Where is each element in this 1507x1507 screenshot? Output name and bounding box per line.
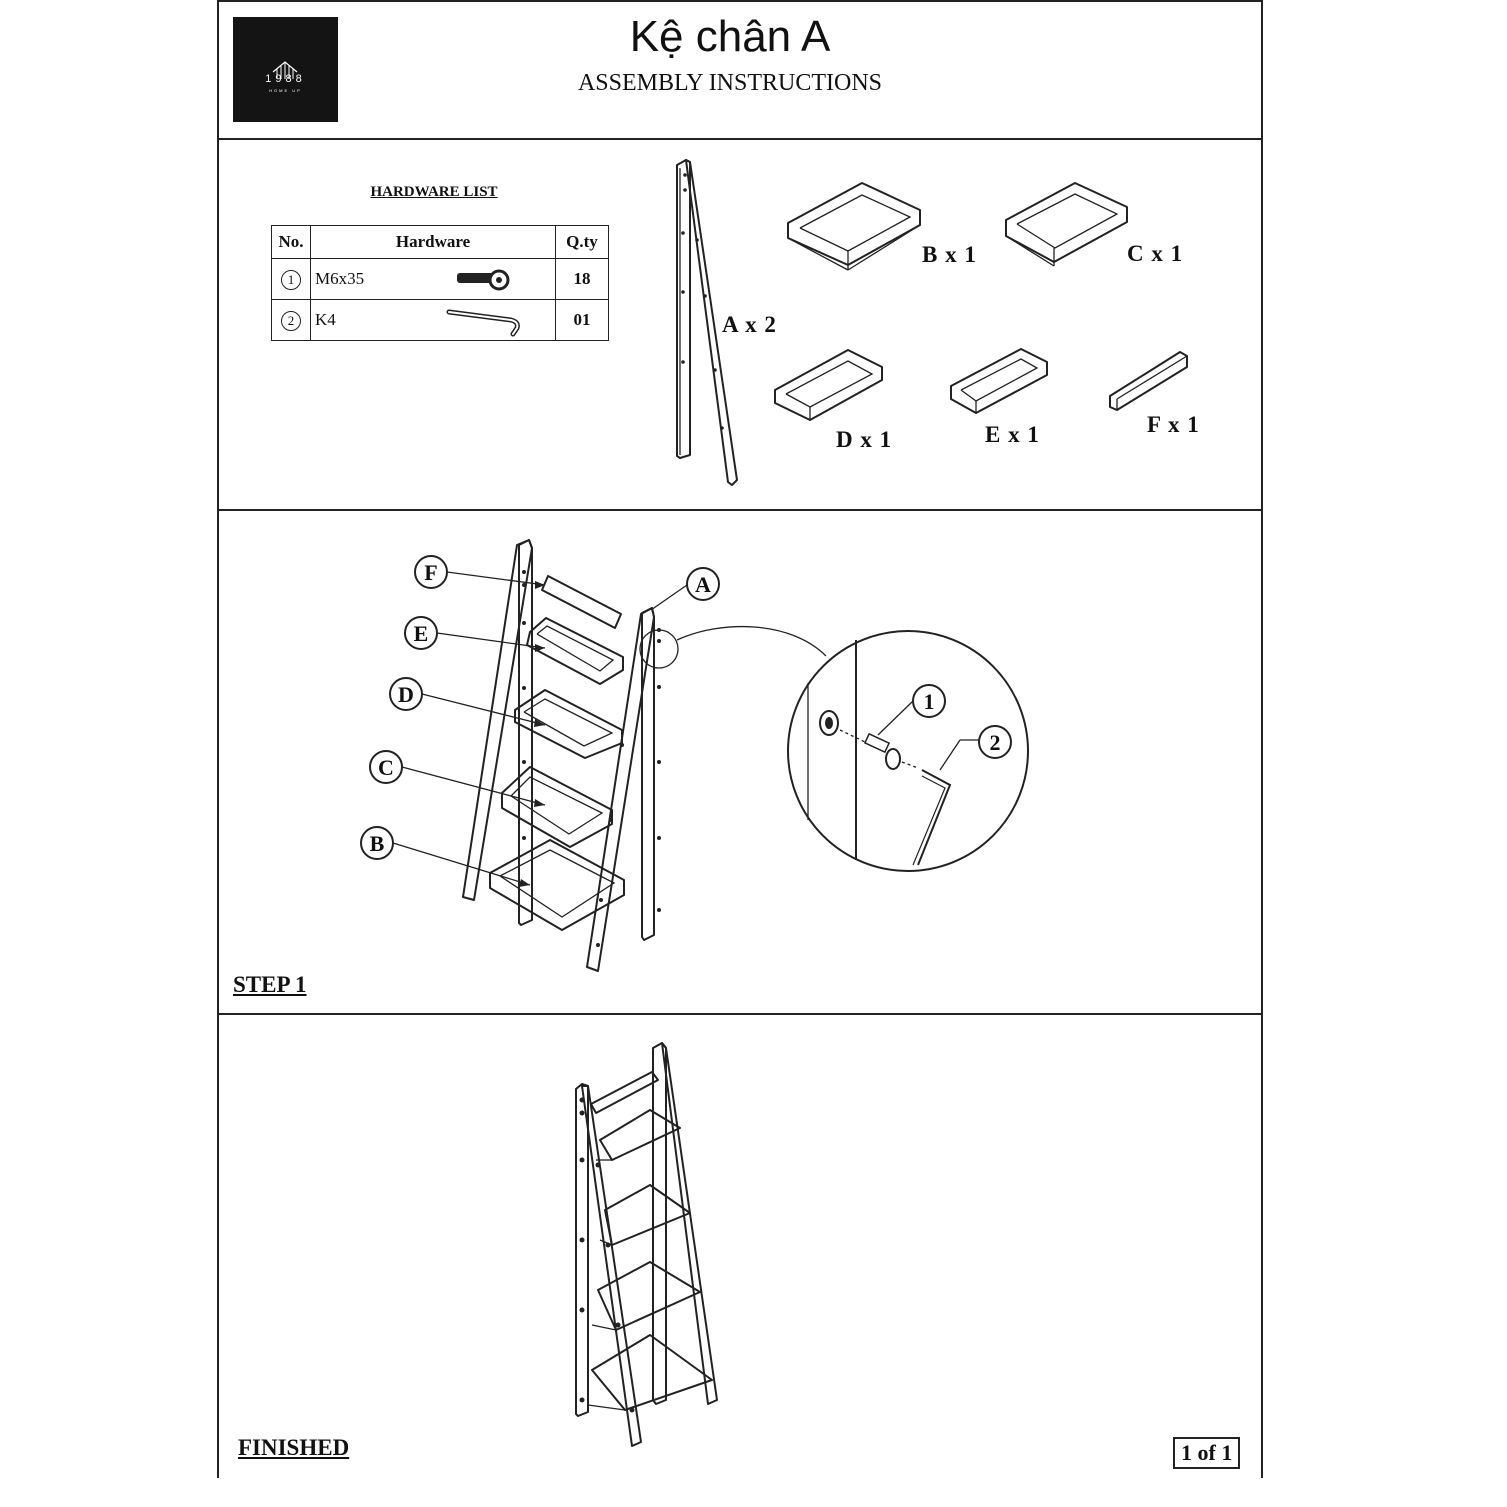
finished-label: FINISHED: [238, 1435, 350, 1460]
col-header-hardware: Hardware: [311, 226, 556, 259]
hardware-qty: 18: [556, 259, 609, 300]
part-a-label: A x 2: [722, 312, 777, 337]
hardware-name: K4: [315, 310, 336, 329]
hardware-qty: 01: [556, 300, 609, 341]
page-subtitle: ASSEMBLY INSTRUCTIONS: [577, 70, 883, 96]
callout-d: D: [398, 682, 414, 707]
page-number: 1 of 1: [1173, 1437, 1240, 1469]
row-number: 1: [281, 270, 301, 290]
logo-number: 1988: [265, 73, 306, 85]
callout-f: F: [424, 560, 438, 585]
callout-1: 1: [923, 689, 935, 714]
callout-b: B: [369, 831, 385, 856]
callout-c: C: [378, 755, 394, 780]
part-c-label: C x 1: [1127, 241, 1184, 266]
hardware-list-title: HARDWARE LIST: [370, 184, 498, 200]
step1-label: STEP 1: [233, 972, 307, 997]
callout-a: A: [695, 572, 711, 597]
part-e-label: E x 1: [985, 422, 1040, 447]
part-d-label: D x 1: [836, 427, 893, 452]
row-number: 2: [281, 311, 301, 331]
hardware-name: M6x35: [315, 269, 365, 288]
col-header-no: No.: [272, 226, 311, 259]
col-header-qty: Q.ty: [556, 226, 609, 259]
part-f-label: F x 1: [1147, 412, 1200, 437]
callout-2: 2: [989, 730, 1001, 755]
page-title: Kệ chân A: [629, 12, 831, 61]
logo-subtext: HOME UP: [269, 88, 302, 93]
part-b-label: B x 1: [922, 242, 977, 267]
callout-e: E: [413, 621, 429, 646]
